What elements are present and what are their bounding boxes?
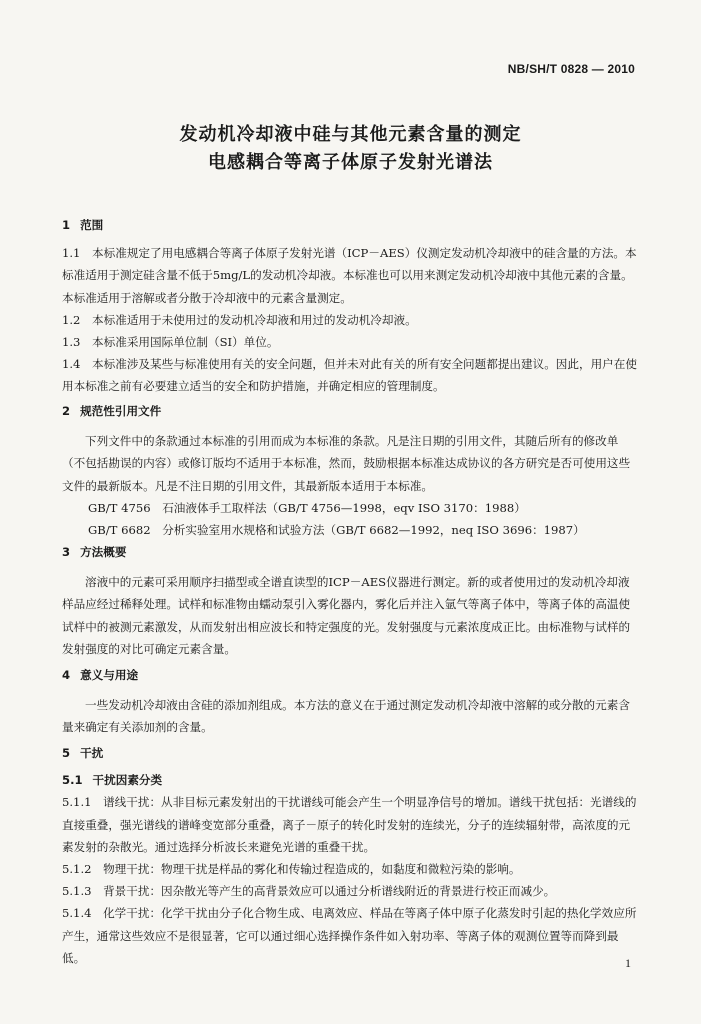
section-5 <box>62 742 638 969</box>
title-line-2: 电感耦合等离子体原子发射光谱法 <box>208 152 493 173</box>
section-title: 范围 <box>80 218 104 232</box>
clause-5-1-3: 5.1.3 背景干扰：因杂散光等产生的高背景效应可以通过分析谱线附近的背景进行校正而减少。 <box>62 884 556 899</box>
section-number: 2 <box>62 404 71 418</box>
section-number: 5 <box>62 746 71 760</box>
clause-5-1-1: 5.1.1 谱线干扰：从非目标元素发射出的干扰谱线可能会产生一个明显净信号的增加。谱线干扰包括：光谱线的直接重叠，强光谱线的谱峰变宽部分重叠，离子－原子的转化时发射的连续光，分子的连续辐射带，高浓度的元素发射的杂散光。通过选择分析波长来避免光谱的重叠干扰。 <box>62 795 637 854</box>
section-heading <box>62 214 638 236</box>
section-heading <box>62 400 638 422</box>
clause-5-1-2: 5.1.2 物理干扰：物理干扰是样品的雾化和传输过程造成的，如黏度和微粒污染的影响。 <box>62 862 521 877</box>
clause-1-4: 1.4 本标准涉及某些与标准使用有关的安全问题，但并未对此有关的所有安全问题都提出建议。因此，用户在使用本标准之前有必要建立适当的安全和防护措施，并确定相应的管理制度。 <box>62 357 637 394</box>
section-4 <box>62 664 638 739</box>
clause-1-3: 1.3 本标准采用国际单位制（SI）单位。 <box>62 335 279 350</box>
section-3 <box>62 541 638 660</box>
section-2-paragraph: 下列文件中的条款通过本标准的引用而成为本标准的条款。凡是注日期的引用文件，其随后所有的修改单（不包括勘误的内容）或修订版均不适用于本标准，然而，鼓励根据本标准达成协议的各方研究是否可使用这些文件的最新版本。凡是不注日期的引用文件，其最新版本适用于本标准。 <box>62 434 631 493</box>
section-heading <box>62 541 638 563</box>
clause-1-1: 1.1 本标准规定了用电感耦合等离子体原子发射光谱（ICP－AES）仪测定发动机冷却液中的硅含量的方法。本标准适用于测定硅含量不低于5mg/L的发动机冷却液。本标准也可以用来测定发动机冷却液中其他元素的含量。本标准适用于溶解或者分散于冷却液中的元素含量测定。 <box>62 246 637 305</box>
section-title: 意义与用途 <box>80 668 139 682</box>
clause-5-1-4: 5.1.4 化学干扰：化学干扰由分子化合物生成、电离效应、样品在等离子体中原子化蒸发时引起的热化学效应所产生，通常这些效应不是很显著，它可以通过细心选择操作条件如入射功率、等离子体的观测位置等而降到最低。 <box>62 906 637 965</box>
clause-1-2: 1.2 本标准适用于未使用过的发动机冷却液和用过的发动机冷却液。 <box>62 312 417 327</box>
section-heading <box>62 664 638 686</box>
subsection-number: 5.1 <box>62 773 83 788</box>
section-number: 4 <box>62 668 71 682</box>
title-line-1: 发动机冷却液中硅与其他元素含量的测定 <box>179 124 522 145</box>
subsection-title: 干扰因素分类 <box>92 773 163 788</box>
section-number: 1 <box>62 218 71 232</box>
section-4-paragraph: 一些发动机冷却液由含硅的添加剂组成。本方法的意义在于通过测定发动机冷却液中溶解的或分散的元素含量来确定有关添加剂的含量。 <box>62 698 630 735</box>
section-1 <box>62 214 638 398</box>
section-title: 方法概要 <box>80 545 127 559</box>
section-title: 规范性引用文件 <box>80 404 162 418</box>
normative-reference-2: GB/T 6682 分析实验室用水规格和试验方法（GB/T 6682—1992，neq ISO 3696：1987） <box>88 523 585 538</box>
section-title: 干扰 <box>80 746 104 760</box>
subsection-heading <box>62 769 638 791</box>
section-heading <box>62 742 638 764</box>
section-3-paragraph: 溶液中的元素可采用顺序扫描型或全谱直读型的ICP－AES仪器进行测定。新的或者使用过的发动机冷却液样品应经过稀释处理。试样和标准物由蠕动泵引入雾化器内，雾化后并注入氩气等离子体中，等离子体的高温使试样中的被测元素激发，从而发射出相应波长和特定强度的光。发射强度与元素浓度成正比。由标准物与试样的发射强度的对比可确定元素含量。 <box>62 575 631 656</box>
normative-reference-1: GB/T 4756 石油液体手工取样法（GB/T 4756—1998，eqv ISO 3170：1988） <box>88 500 526 515</box>
page-number: 1 <box>625 956 631 970</box>
section-number: 3 <box>62 545 71 559</box>
standard-code: NB/SH/T 0828 — 2010 <box>507 62 635 76</box>
section-2 <box>62 400 638 541</box>
